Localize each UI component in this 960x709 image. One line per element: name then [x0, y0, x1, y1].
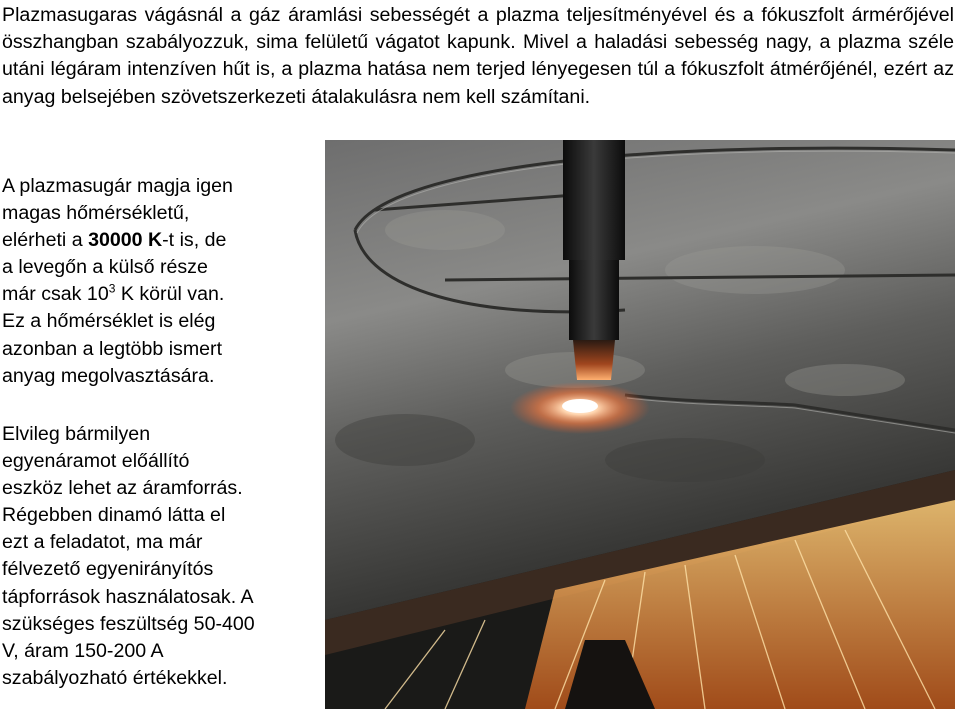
core-temp-line-8: anyag megolvasztására. — [2, 364, 215, 387]
power-line-8: szükséges feszültség 50-400 — [2, 612, 255, 635]
plasma-cutting-photo — [325, 140, 955, 709]
core-temp-line-3 — [2, 227, 320, 254]
core-temp-line-7: azonban a legtöbb ismert — [2, 337, 223, 360]
core-temp-line-3-post: -t is, de — [162, 229, 227, 252]
core-temp-line-6: Ez a hőmérséklet is elég — [2, 310, 216, 333]
power-line-6: félvezető egyenirányítós — [2, 558, 214, 581]
power-line-10: szabályozható értékekkel. — [2, 666, 228, 689]
core-temperature-value: 30000 K — [88, 229, 163, 252]
power-line-1: Elvileg bármilyen — [2, 423, 151, 445]
core-temp-line-2: magas hőmérsékletű, — [2, 202, 190, 225]
core-temp-line-1: A plazmasugár magja igen — [2, 175, 233, 197]
exponent: 3 — [108, 281, 116, 296]
power-line-5: ezt a feladatot, ma már — [2, 531, 203, 554]
power-line-9: V, áram 150-200 A — [2, 639, 164, 662]
core-temp-line-3-pre: elérheti a — [2, 229, 89, 252]
power-line-7: tápforrások használatosak. A — [2, 585, 254, 608]
intro-paragraph: Plazmasugaras vágásnál a gáz áramlási sebességét a plazma teljesítményével és a fókuszfolt ármérőjével összhangban szabályozzuk, sima felületű vágatot kapunk. Mivel a haladási sebesség nagy, a plazma széle utáni légáram intenzíven hűt is, a plazma hatása nem terjed lényegesen túl a fókuszfolt átmérőjénél, ezért az anyag belsejében szövetszerkezeti átalakulásra nem kell számítani. — [2, 4, 954, 108]
power-source-paragraph — [2, 421, 320, 692]
core-temp-line-5 — [2, 281, 320, 308]
core-temp-line-4: a levegőn a külső része — [2, 256, 208, 279]
power-line-3: eszköz lehet az áramforrás. — [2, 477, 243, 500]
core-temperature-paragraph — [2, 173, 320, 390]
core-temp-line-5-post: K körül van. — [115, 283, 225, 306]
power-line-2: egyenáramot előállító — [2, 450, 190, 473]
core-temp-line-5-pre: már csak 10 — [2, 283, 109, 306]
power-line-4: Régebben dinamó látta el — [2, 504, 226, 527]
